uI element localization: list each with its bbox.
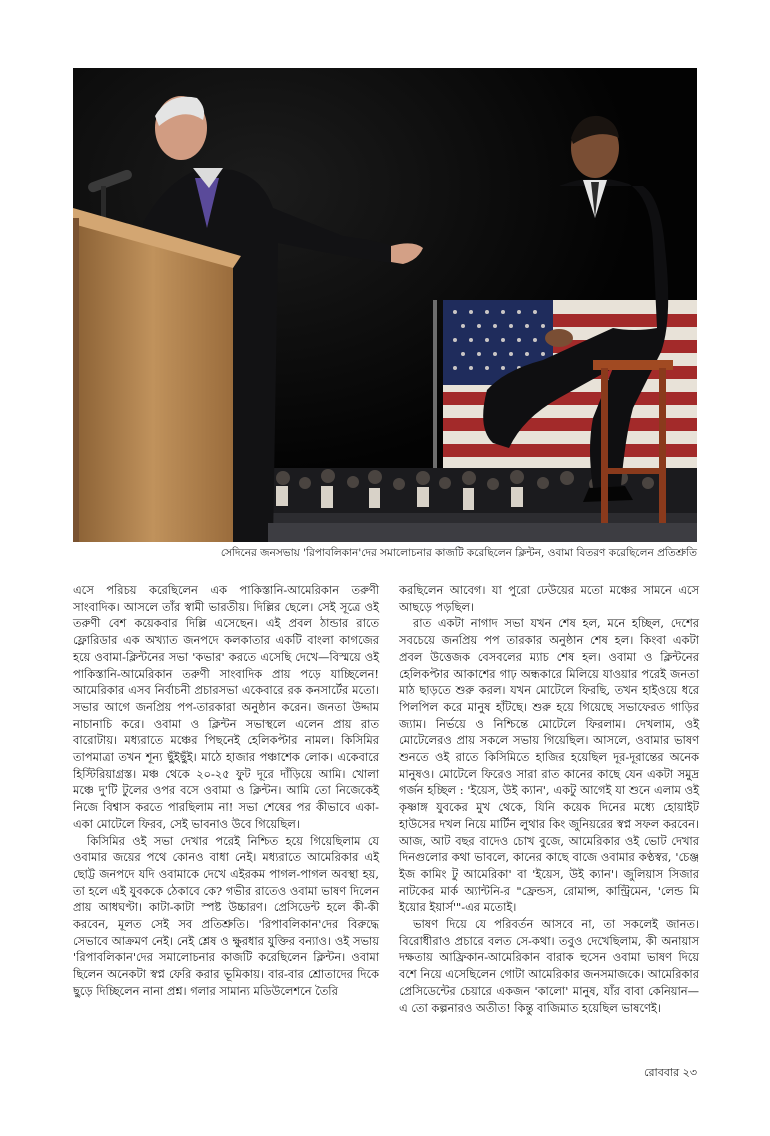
paragraph: ভাষণ দিয়ে যে পরিবর্তন আসবে না, তা সকলেই জানত। বিরোধীরাও প্রচারে বলত সে-কথা। তবুও দেখেছিলাম, কী অনায়াস দক্ষতায় আফ্রিকান-আমেরিকান বারাক হুসেন ওবামা ভাষণ দিয়ে বশে নিয়ে এসেছিলেন গোটা আমেরিকার জনসমাজকে। আমেরিকার প্রেসিডেন্টের চেয়ারে একজন 'কালো' মানুষ, যাঁর বাবা কেনিয়ান—এ তো কল্পনারও অতীত! কিন্তু বাজিমাত হয়েছিল ভাষণেই।	[399, 917, 699, 1015]
paragraph: করছিলেন আবেগ। যা পুরো ঢেউয়ের মতো মঞ্চের সামনে এসে আছড়ে পড়ছিল।	[399, 583, 699, 614]
paragraph: রাত একটা নাগাদ সভা যখন শেষ হল, মনে হচ্ছিল, দেশের সবচেয়ে জনপ্রিয় পপ তারকার অনুষ্ঠান শেষ হল। কিংবা একটা প্রবল উত্তেজক বেসবলের ম্যাচ শেষ হল। ওবামা ও ক্লিন্টনের হেলিকপ্টার আকাশের গাঢ় অন্ধকারে মিলিয়ে যাওয়ার পরেই জনতা মাঠ ছাড়তে শুরু করল। যখন মোটেলে ফিরছি, তখন হাইওয়ে ধরে পিলপিল করে মানুষ হাঁটছে। শুরু হয়ে গিয়েছে সভাফেরত গাড়ির জ্যাম। নির্ভয়ে ও নিশ্চিন্তে মোটেলে ফিরলাম। দেখলাম, ওই মোটেলেরও প্রায় সকলে সভায় গিয়েছিল। আসলে, ওবামার ভাষণ শুনতে ওই রাতে কিসিমিতে হাজির হয়েছিল দূর-দূরান্তের অনেক মানুষও। মোটেলে ফিরেও সারা রাত কানের কাছে যেন একটা সমুদ্র গর্জন হচ্ছিল : 'ইয়েস, উই ক্যান', একটু আগেই যা শুনে এলাম ওই কৃষ্ণাঙ্গ যুবকের মুখ থেকে, যিনি কয়েক দিনের মধ্যে হোয়াইট হাউসের দখল নিয়ে মার্টিন লুথার কিং জুনিয়রের স্বপ্ন সফল করবেন। আজ, আট বছর বাদেও চোখ বুজে, আমেরিকার ওই ভোট দেখার দিনগুলোর কথা ভাবলে, কানের কাছে বাজে ওবামার কণ্ঠস্বর, 'চেঞ্জ ইজ কামিং টু আমেরিকা' বা 'ইয়েস, উই ক্যান'। জুলিয়াস সিজার নাটকের মার্ক অ্যান্টনি-র "ফ্রেন্ডস, রোমান্স, কান্ট্রিমেন, 'লেন্ড মি ইয়োর ইয়ার্স'"-এর মতোই।	[399, 616, 699, 915]
stage-edge	[268, 523, 697, 542]
page-footer: রোববার ২৩	[644, 1066, 697, 1079]
rally-photo	[73, 68, 697, 542]
rally-photo-illustration	[73, 68, 697, 542]
paragraph: কিসিমির ওই সভা দেখার পরেই নিশ্চিত হয়ে গিয়েছিলাম যে ওবামার জয়ের পথে কোনও বাধা নেই। মধ্যরাতে আমেরিকার এই ছোট্ট জনপদে যদি ওবামাকে দেখে এইরকম পাগল-পাগল অবস্থা হয়, তা হলে এই যুবককে ঠেকাবে কে? গভীর রাতেও ওবামা ভাষণ দিলেন প্রায় আধঘণ্টা। কাটা-কাটা স্পষ্ট উচ্চারণ। প্রেসিডেন্ট হলে কী-কী করবেন, মূলত সেই সব প্রতিশ্রুতি। 'রিপাবলিকান'দের বিরুদ্ধে সেভাবে আক্রমণ নেই। নেই শ্লেষ ও ক্ষুরধার যুক্তির বন্যাও। ওই সভায় 'রিপাবলিকান'দের সমালোচনার কাজটি করেছিলেন ক্লিন্টন। ওবামা ছিলেন অনেকটা স্বপ্ন ফেরি করার ভূমিকায়। বার-বার শ্রোতাদের দিকে ছুড়ে দিচ্ছিলেন নানা প্রশ্ন। গলার সামান্য মডিউলেশনে তৈরি	[73, 833, 379, 998]
article-column-left	[73, 582, 379, 1000]
paragraph: এসে পরিচয় করেছিলেন এক পাকিস্তানি-আমেরিকান তরুণী সাংবাদিক। আসলে তাঁর স্বামী ভারতীয়। দিল্লির ছেলে। সেই সূত্রে ওই তরুণী বেশ কয়েকবার দিল্লি এসেছেন। এই প্রবল ঠান্ডার রাতে ফ্লোরিডার এক অখ্যাত জনপদে কলকাতার একটি বাংলা কাগজের হয়ে ওবামা-ক্লিন্টনের সভা 'কভার' করতে এসেছি দেখে—বিস্ময়ে ওই পাকিস্তানি-আমেরিকান তরুণী সাংবাদিক প্রায় পড়ে যাচ্ছিলেন! আমেরিকার এসব নির্বাচনী প্রচারসভা একেবারে রক কনসার্টের মতো। সভার আগে জনপ্রিয় পপ-তারকারা অনুষ্ঠান করেন। জনতা উদ্দাম নাচানাচি করে। ওবামা ও ক্লিন্টন সভাস্থলে এলেন প্রায় রাত বারোটায়। মধ্যরাতে মঞ্চের পিছনেই হেলিকপ্টার নামল। কিসিমির তাপমাত্রা তখন শূন্য ছুঁইছুঁই। মাঠে হাজার পঞ্চাশেক লোক। একেবারে হিস্টিরিয়াগ্রস্ত। মঞ্চ থেকে ২০-২৫ ফুট দূরে দাঁড়িয়ে আমি। খোলা মঞ্চে দু'টি টুলের ওপর বসে ওবামা ও ক্লিন্টন। আমি তো নিজেকেই নিজে বিশ্বাস করতে পারছিলাম না! সভা শেষের পর কীভাবে একা-একা মোটেলে ফিরব, সেই ভাবনাও উবে গিয়েছিল।	[73, 583, 379, 831]
article-column-right	[399, 582, 699, 1016]
photo-caption: সেদিনের জনসভায় 'রিপাবলিকান'দের সমালোচনার কাজটি করেছিলেন ক্লিন্টন, ওবামা বিতরণ করেছিলেন প্রতিশ্রুতি	[220, 547, 697, 559]
podium	[73, 208, 241, 542]
